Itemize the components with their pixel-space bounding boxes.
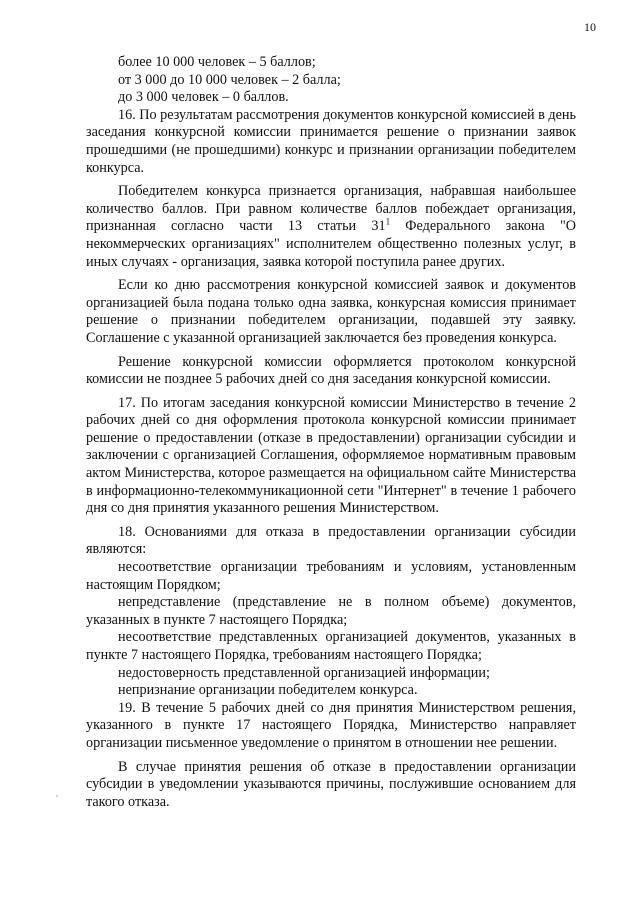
refusal-reason-1: несоответствие организации требованиям и условиям, установленным настоящим Порядком; — [86, 559, 576, 593]
refusal-reason-2: непредставление (представление не в полном объеме) документов, указанных в пункте 7 настоящего Порядка; — [86, 594, 576, 628]
refusal-reason-4: недостоверность представленной организацией информации; — [118, 664, 490, 681]
page-number: 10 — [584, 20, 596, 34]
article-superscript: 1 — [385, 216, 391, 227]
winner-text-part-1: Победителем конкурса признается организация, набравшая наибольшее количество баллов. При равном количестве баллов побеждает организация, признанная согласно части 13 статьи 31 — [86, 183, 576, 235]
score-line-under-3000: до 3 000 человек – 0 баллов. — [118, 89, 289, 106]
scan-speck — [56, 795, 58, 797]
paragraph-18: 18. Основаниями для отказа в предоставлении организации субсидии являются: — [86, 523, 576, 558]
paragraph-17: 17. По итогам заседания конкурсной комиссии Министерство в течение 2 рабочих дней со дня оформления протокола конкурсной комиссии принимает решение о предоставлении (отказе в предоставлении) организации субсидии и заключении с организацией Соглашения, оформляемое нормативным правовым актом Министерства, которое размещается на официальном сайте Министерства в информационно-телекоммуникационной сети "Интернет" в течение 1 рабочего дня со дня принятия указанного решения Министерством. — [86, 394, 576, 517]
document-body — [86, 54, 576, 811]
paragraph-refusal-notice: В случае принятия решения об отказе в предоставлении организации субсидии в уведомлении указываются причины, послужившие основанием для такого отказа. — [86, 758, 576, 810]
refusal-reason-5: непризнание организации победителем конкурса. — [118, 682, 418, 699]
refusal-reason-3: несоответствие представленных организацией документов, указанных в пункте 7 настоящего Порядка, требованиям настоящего Порядка; — [86, 629, 576, 663]
paragraph-protocol: Решение конкурсной комиссии оформляется протоколом конкурсной комиссии не позднее 5 рабочих дней со дня заседания конкурсной комиссии. — [86, 353, 576, 388]
paragraph-19: 19. В течение 5 рабочих дней со дня принятия Министерством решения, указанного в пункте 17 настоящего Порядка, Министерство направляет организации письменное уведомление о принятом в отношении нее решении. — [86, 699, 576, 751]
paragraph-16: 16. По результатам рассмотрения документов конкурсной комиссией в день заседания конкурсной комиссии принимается решение о признании заявок прошедшими (не прошедшими) конкурс и признании организации победителем конкурса. — [86, 106, 576, 176]
score-line-over-10000: более 10 000 человек – 5 баллов; — [118, 54, 316, 70]
score-line-3000-10000: от 3 000 до 10 000 человек – 2 балла; — [118, 71, 341, 88]
paragraph-winner — [86, 183, 576, 271]
paragraph-single-application: Если ко дню рассмотрения конкурсной комиссией заявок и документов организацией была подана только одна заявка, конкурсная комиссия принимает решение о признании победителем организации, подавшей эту заявку. Соглашение с указанной организацией заключается без проведения конкурса. — [86, 277, 576, 346]
winner-text-part-2: Федерального закона "О некоммерческих организациях" исполнителем общественно полезных услуг, в иных случаях - организация, заявка которой поступила ранее других. — [86, 218, 576, 270]
